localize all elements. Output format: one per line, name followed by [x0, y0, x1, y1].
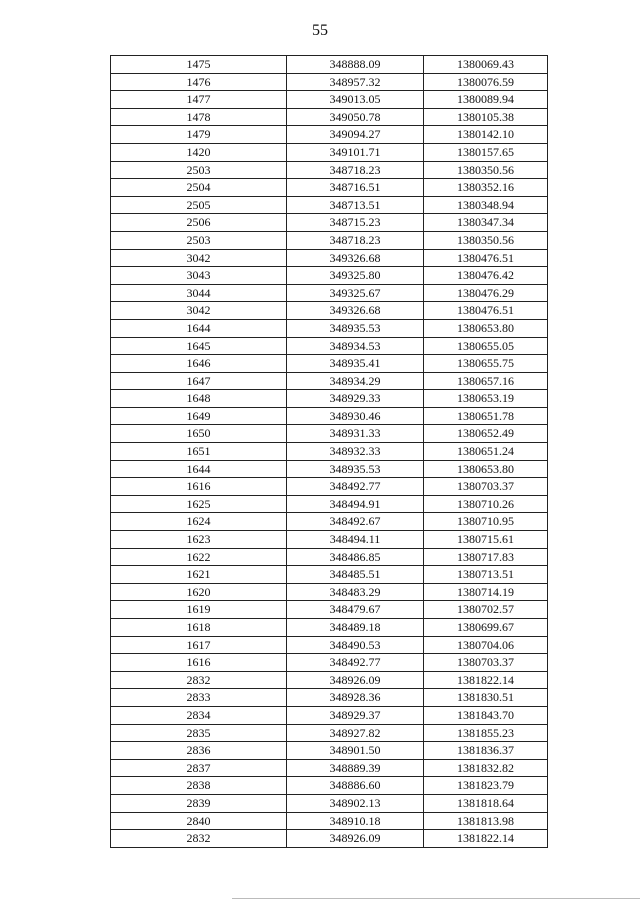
x-coordinate-cell: 348485.51 — [287, 566, 424, 584]
x-coordinate-cell: 348934.53 — [287, 337, 424, 355]
x-coordinate-cell: 348957.32 — [287, 73, 424, 91]
table-row — [111, 548, 548, 566]
point-number-cell: 1644 — [111, 319, 287, 337]
table-row — [111, 759, 548, 777]
point-number-cell: 2504 — [111, 179, 287, 197]
y-coordinate-cell: 1380652.49 — [424, 425, 548, 443]
x-coordinate-cell: 348927.82 — [287, 724, 424, 742]
page-number: 55 — [312, 22, 328, 39]
x-coordinate-cell: 349101.71 — [287, 143, 424, 161]
y-coordinate-cell: 1380710.95 — [424, 513, 548, 531]
point-number-cell: 1644 — [111, 460, 287, 478]
table-row — [111, 566, 548, 584]
x-coordinate-cell: 348928.36 — [287, 689, 424, 707]
y-coordinate-cell: 1380076.59 — [424, 73, 548, 91]
point-number-cell: 1619 — [111, 601, 287, 619]
table-row — [111, 91, 548, 109]
table-row — [111, 73, 548, 91]
y-coordinate-cell: 1380350.56 — [424, 231, 548, 249]
point-number-cell: 1645 — [111, 337, 287, 355]
table-row — [111, 337, 548, 355]
x-coordinate-cell: 348929.37 — [287, 706, 424, 724]
point-number-cell: 2836 — [111, 742, 287, 760]
table-row — [111, 214, 548, 232]
point-number-cell: 1476 — [111, 73, 287, 91]
point-number-cell: 2503 — [111, 161, 287, 179]
x-coordinate-cell: 348494.91 — [287, 495, 424, 513]
table-row — [111, 654, 548, 672]
x-coordinate-cell: 348889.39 — [287, 759, 424, 777]
point-number-cell: 1477 — [111, 91, 287, 109]
point-number-cell: 3044 — [111, 284, 287, 302]
x-coordinate-cell: 348932.33 — [287, 443, 424, 461]
y-coordinate-cell: 1380476.51 — [424, 302, 548, 320]
table-row — [111, 583, 548, 601]
table-row — [111, 495, 548, 513]
point-number-cell: 1650 — [111, 425, 287, 443]
point-number-cell: 1616 — [111, 654, 287, 672]
table-row — [111, 742, 548, 760]
x-coordinate-cell: 348930.46 — [287, 407, 424, 425]
x-coordinate-cell: 348489.18 — [287, 619, 424, 637]
table-row — [111, 671, 548, 689]
y-coordinate-cell: 1380653.19 — [424, 390, 548, 408]
x-coordinate-cell: 348935.41 — [287, 355, 424, 373]
x-coordinate-cell: 348716.51 — [287, 179, 424, 197]
x-coordinate-cell: 349050.78 — [287, 108, 424, 126]
table-row — [111, 460, 548, 478]
y-coordinate-cell: 1380476.51 — [424, 249, 548, 267]
y-coordinate-cell: 1380715.61 — [424, 531, 548, 549]
table-row — [111, 161, 548, 179]
point-number-cell: 2834 — [111, 706, 287, 724]
point-number-cell: 1646 — [111, 355, 287, 373]
y-coordinate-cell: 1380651.78 — [424, 407, 548, 425]
table-row — [111, 196, 548, 214]
table-row — [111, 372, 548, 390]
y-coordinate-cell: 1380710.26 — [424, 495, 548, 513]
x-coordinate-cell: 348931.33 — [287, 425, 424, 443]
point-number-cell: 1617 — [111, 636, 287, 654]
x-coordinate-cell: 348492.77 — [287, 654, 424, 672]
table-row — [111, 108, 548, 126]
y-coordinate-cell: 1380714.19 — [424, 583, 548, 601]
point-number-cell: 1478 — [111, 108, 287, 126]
y-coordinate-cell: 1380713.51 — [424, 566, 548, 584]
x-coordinate-cell: 348934.29 — [287, 372, 424, 390]
x-coordinate-cell: 348486.85 — [287, 548, 424, 566]
x-coordinate-cell: 348479.67 — [287, 601, 424, 619]
point-number-cell: 1620 — [111, 583, 287, 601]
y-coordinate-cell: 1380703.37 — [424, 654, 548, 672]
point-number-cell: 2838 — [111, 777, 287, 795]
point-number-cell: 1621 — [111, 566, 287, 584]
table-row — [111, 830, 548, 848]
table-row — [111, 425, 548, 443]
table-row — [111, 812, 548, 830]
y-coordinate-cell: 1381843.70 — [424, 706, 548, 724]
table-row — [111, 56, 548, 74]
y-coordinate-cell: 1380347.34 — [424, 214, 548, 232]
y-coordinate-cell: 1380703.37 — [424, 478, 548, 496]
table-row — [111, 706, 548, 724]
table-row — [111, 794, 548, 812]
y-coordinate-cell: 1380350.56 — [424, 161, 548, 179]
x-coordinate-cell: 348715.23 — [287, 214, 424, 232]
table-row — [111, 478, 548, 496]
y-coordinate-cell: 1380476.29 — [424, 284, 548, 302]
x-coordinate-cell: 348713.51 — [287, 196, 424, 214]
x-coordinate-cell: 348929.33 — [287, 390, 424, 408]
point-number-cell: 2837 — [111, 759, 287, 777]
point-number-cell: 3043 — [111, 267, 287, 285]
table-row — [111, 302, 548, 320]
point-number-cell: 1420 — [111, 143, 287, 161]
point-number-cell: 1618 — [111, 619, 287, 637]
table-row — [111, 443, 548, 461]
x-coordinate-cell: 348926.09 — [287, 671, 424, 689]
point-number-cell: 1648 — [111, 390, 287, 408]
point-number-cell: 2835 — [111, 724, 287, 742]
x-coordinate-cell: 349013.05 — [287, 91, 424, 109]
x-coordinate-cell: 348935.53 — [287, 319, 424, 337]
x-coordinate-cell: 348490.53 — [287, 636, 424, 654]
table-row — [111, 126, 548, 144]
y-coordinate-cell: 1380704.06 — [424, 636, 548, 654]
y-coordinate-cell: 1380089.94 — [424, 91, 548, 109]
table-body — [111, 56, 548, 848]
x-coordinate-cell: 348926.09 — [287, 830, 424, 848]
table-row — [111, 601, 548, 619]
coordinates-table — [110, 55, 548, 848]
y-coordinate-cell: 1381818.64 — [424, 794, 548, 812]
y-coordinate-cell: 1380157.65 — [424, 143, 548, 161]
table-row — [111, 284, 548, 302]
y-coordinate-cell: 1381830.51 — [424, 689, 548, 707]
point-number-cell: 2839 — [111, 794, 287, 812]
point-number-cell: 2833 — [111, 689, 287, 707]
x-coordinate-cell: 349094.27 — [287, 126, 424, 144]
x-coordinate-cell: 348494.11 — [287, 531, 424, 549]
y-coordinate-cell: 1380352.16 — [424, 179, 548, 197]
point-number-cell: 1479 — [111, 126, 287, 144]
table-row — [111, 390, 548, 408]
point-number-cell: 2506 — [111, 214, 287, 232]
bottom-rule — [232, 898, 640, 899]
y-coordinate-cell: 1380655.05 — [424, 337, 548, 355]
y-coordinate-cell: 1380655.75 — [424, 355, 548, 373]
y-coordinate-cell: 1381822.14 — [424, 671, 548, 689]
point-number-cell: 2503 — [111, 231, 287, 249]
y-coordinate-cell: 1380105.38 — [424, 108, 548, 126]
table-row — [111, 179, 548, 197]
x-coordinate-cell: 348492.67 — [287, 513, 424, 531]
y-coordinate-cell: 1380142.10 — [424, 126, 548, 144]
point-number-cell: 2505 — [111, 196, 287, 214]
table-row — [111, 231, 548, 249]
y-coordinate-cell: 1380653.80 — [424, 319, 548, 337]
table-row — [111, 355, 548, 373]
point-number-cell: 1651 — [111, 443, 287, 461]
point-number-cell: 1623 — [111, 531, 287, 549]
point-number-cell: 1622 — [111, 548, 287, 566]
point-number-cell: 3042 — [111, 302, 287, 320]
x-coordinate-cell: 348886.60 — [287, 777, 424, 795]
table-row — [111, 689, 548, 707]
x-coordinate-cell: 348718.23 — [287, 231, 424, 249]
table-row — [111, 249, 548, 267]
y-coordinate-cell: 1381832.82 — [424, 759, 548, 777]
x-coordinate-cell: 348483.29 — [287, 583, 424, 601]
table-row — [111, 513, 548, 531]
x-coordinate-cell: 348492.77 — [287, 478, 424, 496]
y-coordinate-cell: 1380657.16 — [424, 372, 548, 390]
point-number-cell: 1624 — [111, 513, 287, 531]
x-coordinate-cell: 348935.53 — [287, 460, 424, 478]
table-row — [111, 531, 548, 549]
y-coordinate-cell: 1380699.67 — [424, 619, 548, 637]
y-coordinate-cell: 1380651.24 — [424, 443, 548, 461]
y-coordinate-cell: 1380653.80 — [424, 460, 548, 478]
point-number-cell: 1649 — [111, 407, 287, 425]
y-coordinate-cell: 1381855.23 — [424, 724, 548, 742]
y-coordinate-cell: 1381836.37 — [424, 742, 548, 760]
point-number-cell: 1616 — [111, 478, 287, 496]
x-coordinate-cell: 348910.18 — [287, 812, 424, 830]
table-row — [111, 777, 548, 795]
x-coordinate-cell: 349325.67 — [287, 284, 424, 302]
x-coordinate-cell: 348888.09 — [287, 56, 424, 74]
y-coordinate-cell: 1381813.98 — [424, 812, 548, 830]
x-coordinate-cell: 349326.68 — [287, 249, 424, 267]
table-row — [111, 143, 548, 161]
y-coordinate-cell: 1380069.43 — [424, 56, 548, 74]
y-coordinate-cell: 1380348.94 — [424, 196, 548, 214]
x-coordinate-cell: 348901.50 — [287, 742, 424, 760]
y-coordinate-cell: 1380702.57 — [424, 601, 548, 619]
y-coordinate-cell: 1380476.42 — [424, 267, 548, 285]
y-coordinate-cell: 1380717.83 — [424, 548, 548, 566]
table-row — [111, 619, 548, 637]
y-coordinate-cell: 1381822.14 — [424, 830, 548, 848]
point-number-cell: 2832 — [111, 830, 287, 848]
x-coordinate-cell: 349325.80 — [287, 267, 424, 285]
point-number-cell: 2832 — [111, 671, 287, 689]
x-coordinate-cell: 348902.13 — [287, 794, 424, 812]
point-number-cell: 1475 — [111, 56, 287, 74]
point-number-cell: 2840 — [111, 812, 287, 830]
table-row — [111, 267, 548, 285]
table-row — [111, 636, 548, 654]
table-row — [111, 407, 548, 425]
y-coordinate-cell: 1381823.79 — [424, 777, 548, 795]
point-number-cell: 1647 — [111, 372, 287, 390]
point-number-cell: 1625 — [111, 495, 287, 513]
point-number-cell: 3042 — [111, 249, 287, 267]
table-row — [111, 319, 548, 337]
table-row — [111, 724, 548, 742]
x-coordinate-cell: 349326.68 — [287, 302, 424, 320]
x-coordinate-cell: 348718.23 — [287, 161, 424, 179]
